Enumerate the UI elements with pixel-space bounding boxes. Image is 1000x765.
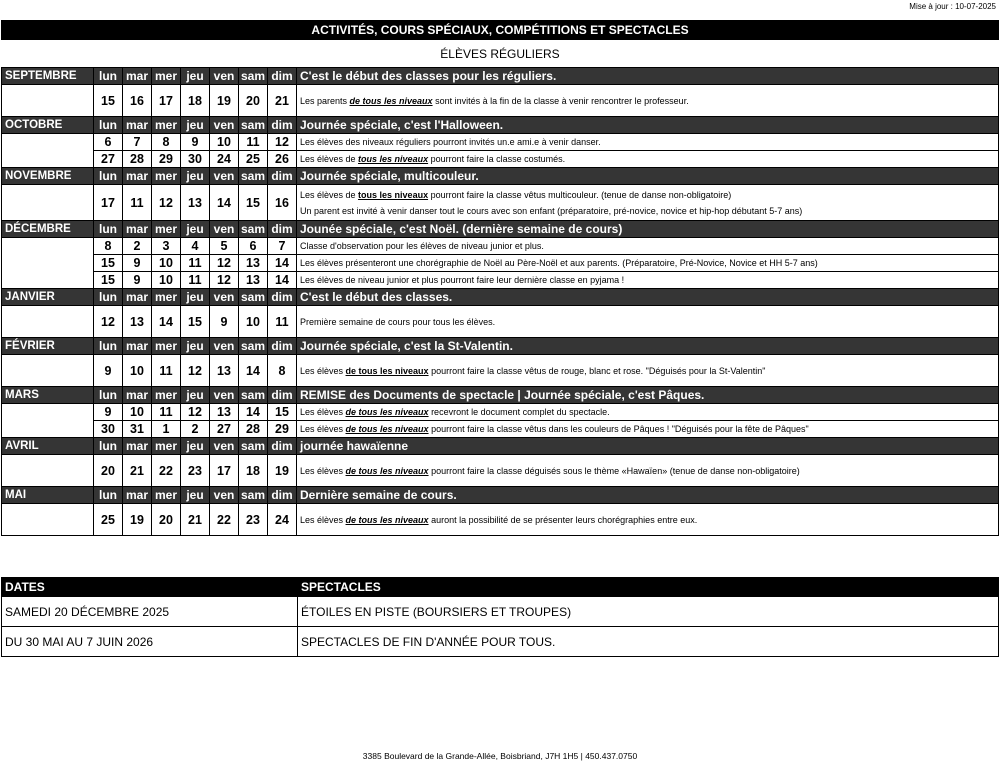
show-row [2,597,999,627]
day-header: mar [123,487,152,504]
activity-description [297,455,999,487]
day-number: 20 [94,455,123,487]
day-header: mer [152,168,181,185]
day-header: mar [123,289,152,306]
day-header: sam [239,289,268,306]
day-header: mer [152,117,181,134]
day-number: 15 [94,85,123,117]
day-number: 10 [210,134,239,151]
emphasis-text: tous les niveaux [358,189,429,200]
date-row [2,306,999,338]
emphasis-text: de tous les niveaux [345,365,429,376]
month-header-row [2,289,999,306]
date-row [2,272,999,289]
day-header: dim [268,438,297,455]
desc-text: Les élèves [300,407,346,417]
day-header: mer [152,289,181,306]
day-header: lun [94,487,123,504]
day-header: dim [268,338,297,355]
day-number: 9 [181,134,210,151]
description-line [300,203,998,219]
month-header-row [2,117,999,134]
day-number: 8 [152,134,181,151]
day-number: 10 [239,306,268,338]
month-header-row [2,338,999,355]
emphasis-text: de tous les niveaux [345,424,429,434]
desc-text: Les élèves des niveaux réguliers pourront invités un.e ami.e à venir danser. [300,137,601,147]
day-header: ven [210,438,239,455]
activity-description [297,134,999,151]
activity-description [297,421,999,438]
day-number: 9 [94,355,123,387]
day-number: 21 [123,455,152,487]
day-header: mar [123,438,152,455]
month-header-row [2,438,999,455]
day-number: 10 [123,355,152,387]
month-title: C'est le début des classes. [297,289,999,306]
day-number: 11 [123,185,152,221]
desc-text: pourront faire la classe vêtus multicouleur. (tenue de danse non-obligatoire) [428,189,732,200]
emphasis-text: de tous les niveaux [349,95,433,106]
month-spacer-cell [2,504,94,536]
day-header: mar [123,117,152,134]
day-number: 3 [152,238,181,255]
day-number: 13 [239,255,268,272]
day-number: 15 [181,306,210,338]
day-header: lun [94,387,123,404]
month-spacer-cell [2,421,94,438]
month-header-row [2,221,999,238]
activity-description [297,306,999,338]
day-number: 4 [181,238,210,255]
day-number: 12 [210,272,239,289]
date-row [2,238,999,255]
month-name: DÉCEMBRE [2,221,94,238]
schedule-table [1,67,999,536]
desc-text: sont invités à la fin de la classe à venir rencontrer le professeur. [432,95,689,106]
show-date: SAMEDI 20 DÉCEMBRE 2025 [2,597,298,627]
day-header: ven [210,168,239,185]
day-number: 18 [181,85,210,117]
day-number: 22 [210,504,239,536]
day-header: mar [123,387,152,404]
month-spacer-cell [2,404,94,421]
day-number: 12 [210,255,239,272]
day-number: 9 [123,272,152,289]
day-number: 18 [239,455,268,487]
show-row [2,627,999,657]
day-number: 14 [152,306,181,338]
day-header: lun [94,168,123,185]
day-number: 11 [268,306,297,338]
day-header: mer [152,68,181,85]
desc-text: Les élèves de [300,154,359,164]
day-number: 23 [239,504,268,536]
day-number: 15 [268,404,297,421]
day-number: 17 [210,455,239,487]
day-number: 8 [268,355,297,387]
emphasis-text: de tous les niveaux [345,514,429,525]
desc-text: pourront faire la classe vêtus dans les couleurs de Pâques ! "Déguisés pour la fête de Pâques" [428,424,809,434]
month-name: FÉVRIER [2,338,94,355]
day-number: 6 [94,134,123,151]
day-number: 28 [123,151,152,168]
month-spacer-cell [2,238,94,255]
month-spacer-cell [2,306,94,338]
day-number: 9 [210,306,239,338]
day-header: mer [152,438,181,455]
day-number: 13 [210,404,239,421]
day-number: 13 [210,355,239,387]
day-number: 11 [239,134,268,151]
month-title: Journée spéciale, c'est l'Halloween. [297,117,999,134]
month-name: NOVEMBRE [2,168,94,185]
description-line [300,187,998,203]
month-name: MARS [2,387,94,404]
desc-text: Première semaine de cours pour tous les élèves. [300,316,496,327]
day-number: 28 [239,421,268,438]
day-header: mar [123,68,152,85]
day-number: 21 [268,85,297,117]
date-row [2,151,999,168]
day-header: ven [210,68,239,85]
day-header: mer [152,487,181,504]
day-header: jeu [181,438,210,455]
day-number: 2 [123,238,152,255]
day-number: 17 [94,185,123,221]
day-number: 12 [181,355,210,387]
day-header: ven [210,117,239,134]
date-row [2,185,999,221]
day-number: 16 [123,85,152,117]
day-number: 11 [152,404,181,421]
day-number: 12 [181,404,210,421]
day-header: lun [94,117,123,134]
day-header: mer [152,387,181,404]
day-header: sam [239,168,268,185]
date-row [2,421,999,438]
date-row [2,255,999,272]
desc-text: pourront faire la classe vêtus de rouge, blanc et rose. "Déguisés pour la St-Valentin" [428,365,766,376]
month-spacer-cell [2,272,94,289]
day-number: 20 [239,85,268,117]
day-number: 14 [268,272,297,289]
day-header: dim [268,168,297,185]
day-header: mar [123,221,152,238]
activity-description [297,272,999,289]
day-header: dim [268,221,297,238]
desc-text: Les élèves [300,365,346,376]
day-number: 13 [123,306,152,338]
month-title: Journée spéciale, multicouleur. [297,168,999,185]
day-number: 19 [210,85,239,117]
day-number: 14 [210,185,239,221]
last-updated: Mise à jour : 10-07-2025 [909,2,996,11]
desc-text: Les élèves présenteront une chorégraphie de Noël au Père-Noël et aux parents. (Préparatoire, Pré-Novice, Novice et HH 5-7 ans) [300,258,818,268]
day-number: 15 [94,272,123,289]
day-header: dim [268,387,297,404]
day-number: 13 [181,185,210,221]
page-subtitle: ÉLÈVES RÉGULIERS [440,47,560,61]
day-header: ven [210,387,239,404]
day-header: jeu [181,221,210,238]
page-banner: ACTIVITÉS, COURS SPÉCIAUX, COMPÉTITIONS ET SPECTACLES [1,20,999,40]
month-title: Jounée spéciale, c'est Noël. (dernière semaine de cours) [297,221,999,238]
month-spacer-cell [2,355,94,387]
day-number: 10 [123,404,152,421]
desc-text: Un parent est invité à venir danser tout le cours avec son enfant (préparatoire, pré-novice, novice et hip-hop débutant 5-7 ans) [300,205,803,216]
date-row [2,85,999,117]
day-header: dim [268,487,297,504]
day-number: 9 [123,255,152,272]
desc-text: pourront faire la classe costumés. [428,154,566,164]
day-number: 16 [268,185,297,221]
day-header: jeu [181,487,210,504]
day-header: mar [123,168,152,185]
day-header: sam [239,68,268,85]
desc-text: Les élèves [300,465,346,476]
day-number: 27 [94,151,123,168]
day-number: 22 [152,455,181,487]
day-header: dim [268,117,297,134]
day-header: ven [210,221,239,238]
desc-text: Les élèves [300,424,346,434]
day-number: 23 [181,455,210,487]
day-header: mer [152,221,181,238]
month-name: SEPTEMBRE [2,68,94,85]
day-number: 10 [152,272,181,289]
day-number: 9 [94,404,123,421]
day-number: 20 [152,504,181,536]
activity-description [297,255,999,272]
day-number: 14 [239,404,268,421]
date-row [2,455,999,487]
month-spacer-cell [2,255,94,272]
day-header: jeu [181,68,210,85]
day-header: jeu [181,387,210,404]
day-header: lun [94,338,123,355]
activity-description [297,85,999,117]
day-number: 27 [210,421,239,438]
month-title: Dernière semaine de cours. [297,487,999,504]
desc-text: Les parents [300,95,350,106]
month-name: JANVIER [2,289,94,306]
shows-header-row [2,578,999,597]
day-header: jeu [181,168,210,185]
day-header: mer [152,338,181,355]
month-name: AVRIL [2,438,94,455]
day-number: 12 [94,306,123,338]
activity-description [297,504,999,536]
date-row [2,504,999,536]
desc-text: Les élèves [300,514,346,525]
day-number: 15 [239,185,268,221]
month-name: MAI [2,487,94,504]
activity-description [297,185,999,221]
day-number: 14 [239,355,268,387]
date-row [2,355,999,387]
day-number: 24 [210,151,239,168]
day-header: jeu [181,289,210,306]
month-header-row [2,487,999,504]
shows-header: SPECTACLES [298,578,999,597]
month-header-row [2,168,999,185]
dates-header: DATES [2,578,298,597]
show-name: SPECTACLES DE FIN D'ANNÉE POUR TOUS. [298,627,999,657]
day-number: 11 [181,255,210,272]
desc-text: Classe d'observation pour les élèves de niveau junior et plus. [300,241,544,251]
day-number: 29 [268,421,297,438]
day-number: 25 [239,151,268,168]
day-header: lun [94,68,123,85]
day-number: 11 [181,272,210,289]
day-number: 2 [181,421,210,438]
emphasis-text: tous les niveaux [358,154,429,164]
day-number: 25 [94,504,123,536]
day-header: dim [268,289,297,306]
month-title: REMISE des Documents de spectacle | Journée spéciale, c'est Pâques. [297,387,999,404]
activity-description [297,238,999,255]
day-header: lun [94,289,123,306]
month-title: Journée spéciale, c'est la St-Valentin. [297,338,999,355]
date-row [2,134,999,151]
day-header: sam [239,387,268,404]
desc-text: auront la possibilité de se présenter leurs chorégraphies entre eux. [428,514,698,525]
day-number: 11 [152,355,181,387]
desc-text: Les élèves de niveau junior et plus pourront faire leur dernière classe en pyjama ! [300,275,625,285]
day-number: 1 [152,421,181,438]
desc-text: recevront le document complet du spectacle. [428,407,610,417]
date-row [2,404,999,421]
day-number: 19 [268,455,297,487]
activity-description [297,404,999,421]
day-number: 15 [94,255,123,272]
day-header: jeu [181,338,210,355]
day-number: 12 [152,185,181,221]
activity-description [297,355,999,387]
day-number: 8 [94,238,123,255]
month-spacer-cell [2,185,94,221]
month-spacer-cell [2,455,94,487]
activity-description [297,151,999,168]
day-number: 31 [123,421,152,438]
day-header: dim [268,68,297,85]
day-number: 29 [152,151,181,168]
day-number: 13 [239,272,268,289]
desc-text: Les élèves de [300,189,359,200]
day-number: 30 [181,151,210,168]
day-header: ven [210,487,239,504]
day-number: 30 [94,421,123,438]
day-number: 26 [268,151,297,168]
day-number: 10 [152,255,181,272]
day-header: ven [210,289,239,306]
day-number: 21 [181,504,210,536]
day-header: sam [239,338,268,355]
day-header: lun [94,221,123,238]
month-title: journée hawaïenne [297,438,999,455]
day-number: 7 [268,238,297,255]
emphasis-text: de tous les niveaux [345,407,429,417]
month-spacer-cell [2,85,94,117]
day-number: 24 [268,504,297,536]
day-header: mar [123,338,152,355]
day-header: sam [239,487,268,504]
day-header: lun [94,438,123,455]
day-header: sam [239,438,268,455]
month-title: C'est le début des classes pour les réguliers. [297,68,999,85]
day-number: 12 [268,134,297,151]
emphasis-text: de tous les niveaux [345,465,429,476]
day-header: sam [239,221,268,238]
shows-table [1,577,999,657]
day-header: ven [210,338,239,355]
footer-address: 3385 Boulevard de la Grande-Allée, Boisbriand, J7H 1H5 | 450.437.0750 [362,751,638,761]
month-spacer-cell [2,134,94,151]
month-name: OCTOBRE [2,117,94,134]
show-name: ÉTOILES EN PISTE (BOURSIERS ET TROUPES) [298,597,999,627]
day-number: 17 [152,85,181,117]
day-number: 6 [239,238,268,255]
month-header-row [2,68,999,85]
day-number: 5 [210,238,239,255]
day-number: 14 [268,255,297,272]
day-header: sam [239,117,268,134]
day-number: 7 [123,134,152,151]
desc-text: pourront faire la classe déguisés sous le thème «Hawaïen» (tenue de danse non-obligatoire) [428,465,800,476]
month-header-row [2,387,999,404]
show-date: DU 30 MAI AU 7 JUIN 2026 [2,627,298,657]
month-spacer-cell [2,151,94,168]
day-number: 19 [123,504,152,536]
day-header: jeu [181,117,210,134]
